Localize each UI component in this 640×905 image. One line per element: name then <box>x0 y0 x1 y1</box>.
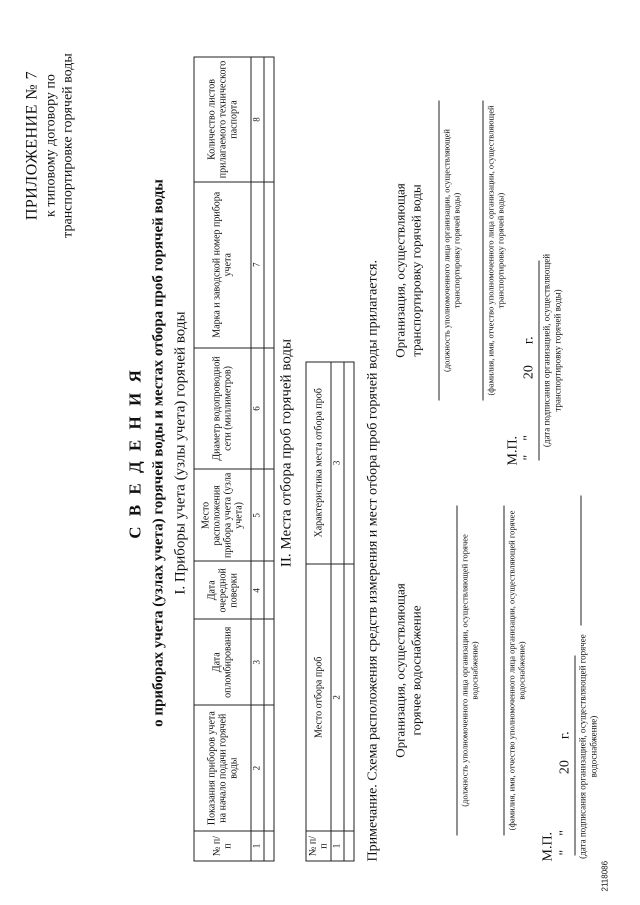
col-number: 7 <box>251 181 264 347</box>
document-subtitle: о приборах учета (узлах учета) горячей воды и местах отбора проб горячей воды <box>150 178 166 727</box>
col-number: 8 <box>251 57 264 182</box>
col-header: Марка и заводской номер прибора учета <box>194 181 251 347</box>
right-name-line <box>482 100 483 400</box>
col-number: 2 <box>251 705 264 831</box>
col-header: Характеристика места отбора проб <box>306 362 331 564</box>
col-number: 3 <box>251 619 264 705</box>
col-number: 5 <box>251 469 264 561</box>
section-2-heading: II. Места отбора проб горячей воды <box>278 338 294 567</box>
note: Примечание. Схема расположения средств измерения и мест отбора проб горячей воды прилагается. <box>365 259 380 861</box>
left-name-caption: (фамилия, имя, отчество уполномоченного лица организации, осуществляющей горячее водоснабжение) <box>506 510 527 830</box>
right-position-line <box>438 100 439 400</box>
table-number-row <box>251 57 264 861</box>
table-cell <box>344 831 354 861</box>
col-header: Место расположения прибора учета (узла учета) <box>194 469 251 561</box>
right-date-caption: (дата подписания организацией, осуществляющей транспортировку горячей воды) <box>541 253 562 447</box>
table-cell <box>264 469 274 561</box>
table-cell <box>264 705 274 831</box>
col-header: Показания приборов учета на начало подачи горячей воды <box>194 705 251 831</box>
right-stamp-place: М.П. <box>505 435 520 465</box>
col-header: Количество листов прилагаемого технического паспорта <box>194 57 251 182</box>
col-number: 3 <box>331 362 344 564</box>
table-cell <box>264 181 274 347</box>
right-name-caption: (фамилия, имя, отчество уполномоченного лица организации, осуществляющей транспортировку горячей воды) <box>485 104 506 396</box>
col-number: 6 <box>251 347 264 469</box>
appendix-line-1: к типовому договору по <box>42 73 58 217</box>
left-stamp-place: М.П. <box>540 831 555 861</box>
appendix-heading <box>22 25 76 265</box>
sampling-table <box>305 361 354 861</box>
table-cell <box>344 563 354 830</box>
meters-table <box>193 56 274 861</box>
right-date-underline <box>538 260 539 460</box>
table-cell <box>264 347 274 469</box>
left-date-caption: (дата подписания организацией, осуществляющей горячее водоснабжение) <box>577 633 598 859</box>
left-date-underline <box>574 655 575 855</box>
document-title: С В Е Д Е Н И Я <box>125 366 144 539</box>
document-code: 2118086 <box>600 860 609 891</box>
table-cell <box>264 561 274 619</box>
left-position-line <box>456 505 457 835</box>
table-cell <box>264 831 274 861</box>
table-row <box>264 57 274 861</box>
col-number: 4 <box>251 561 264 619</box>
col-number: 1 <box>251 831 264 861</box>
col-header: Дата очередной поверки <box>194 561 251 619</box>
appendix-line-2: транспортировке горячей воды <box>59 52 75 238</box>
table-number-row <box>331 362 344 861</box>
right-date-line: " " 20 г. <box>521 335 536 460</box>
col-header: № п/п <box>194 831 251 861</box>
col-header: Дата опломбирования <box>194 619 251 705</box>
col-header: № п/п <box>306 831 331 861</box>
left-position-caption: (должность уполномоченного лица организации, осуществляющей горячее водоснабжение) <box>459 533 480 807</box>
col-header: Диаметр водопроводной сети (миллиметров) <box>194 347 251 469</box>
table-cell <box>264 619 274 705</box>
col-number: 1 <box>331 831 344 861</box>
table-cell <box>344 362 354 564</box>
signature-line <box>580 495 581 625</box>
right-org-name: Организация, осуществляющая транспортировку горячей воды <box>392 182 424 358</box>
left-name-line <box>503 505 504 835</box>
table-row <box>344 362 354 861</box>
right-position-caption: (должность уполномоченного лица организации, осуществляющей транспортировку горячей воды) <box>441 128 462 372</box>
table-header-row <box>194 57 251 861</box>
col-number: 2 <box>331 563 344 830</box>
table-header-row <box>306 362 331 861</box>
table-cell <box>264 57 274 182</box>
left-org-name: Организация, осуществляющая горячее водоснабжение <box>392 582 424 758</box>
col-header: Место отбора проб <box>306 563 331 830</box>
section-1-heading: I. Приборы учета (узлы учета) горячей воды <box>172 310 188 595</box>
left-date-line: " " 20 г. <box>557 730 572 855</box>
appendix-title: ПРИЛОЖЕНИЕ № 7 <box>23 70 40 220</box>
